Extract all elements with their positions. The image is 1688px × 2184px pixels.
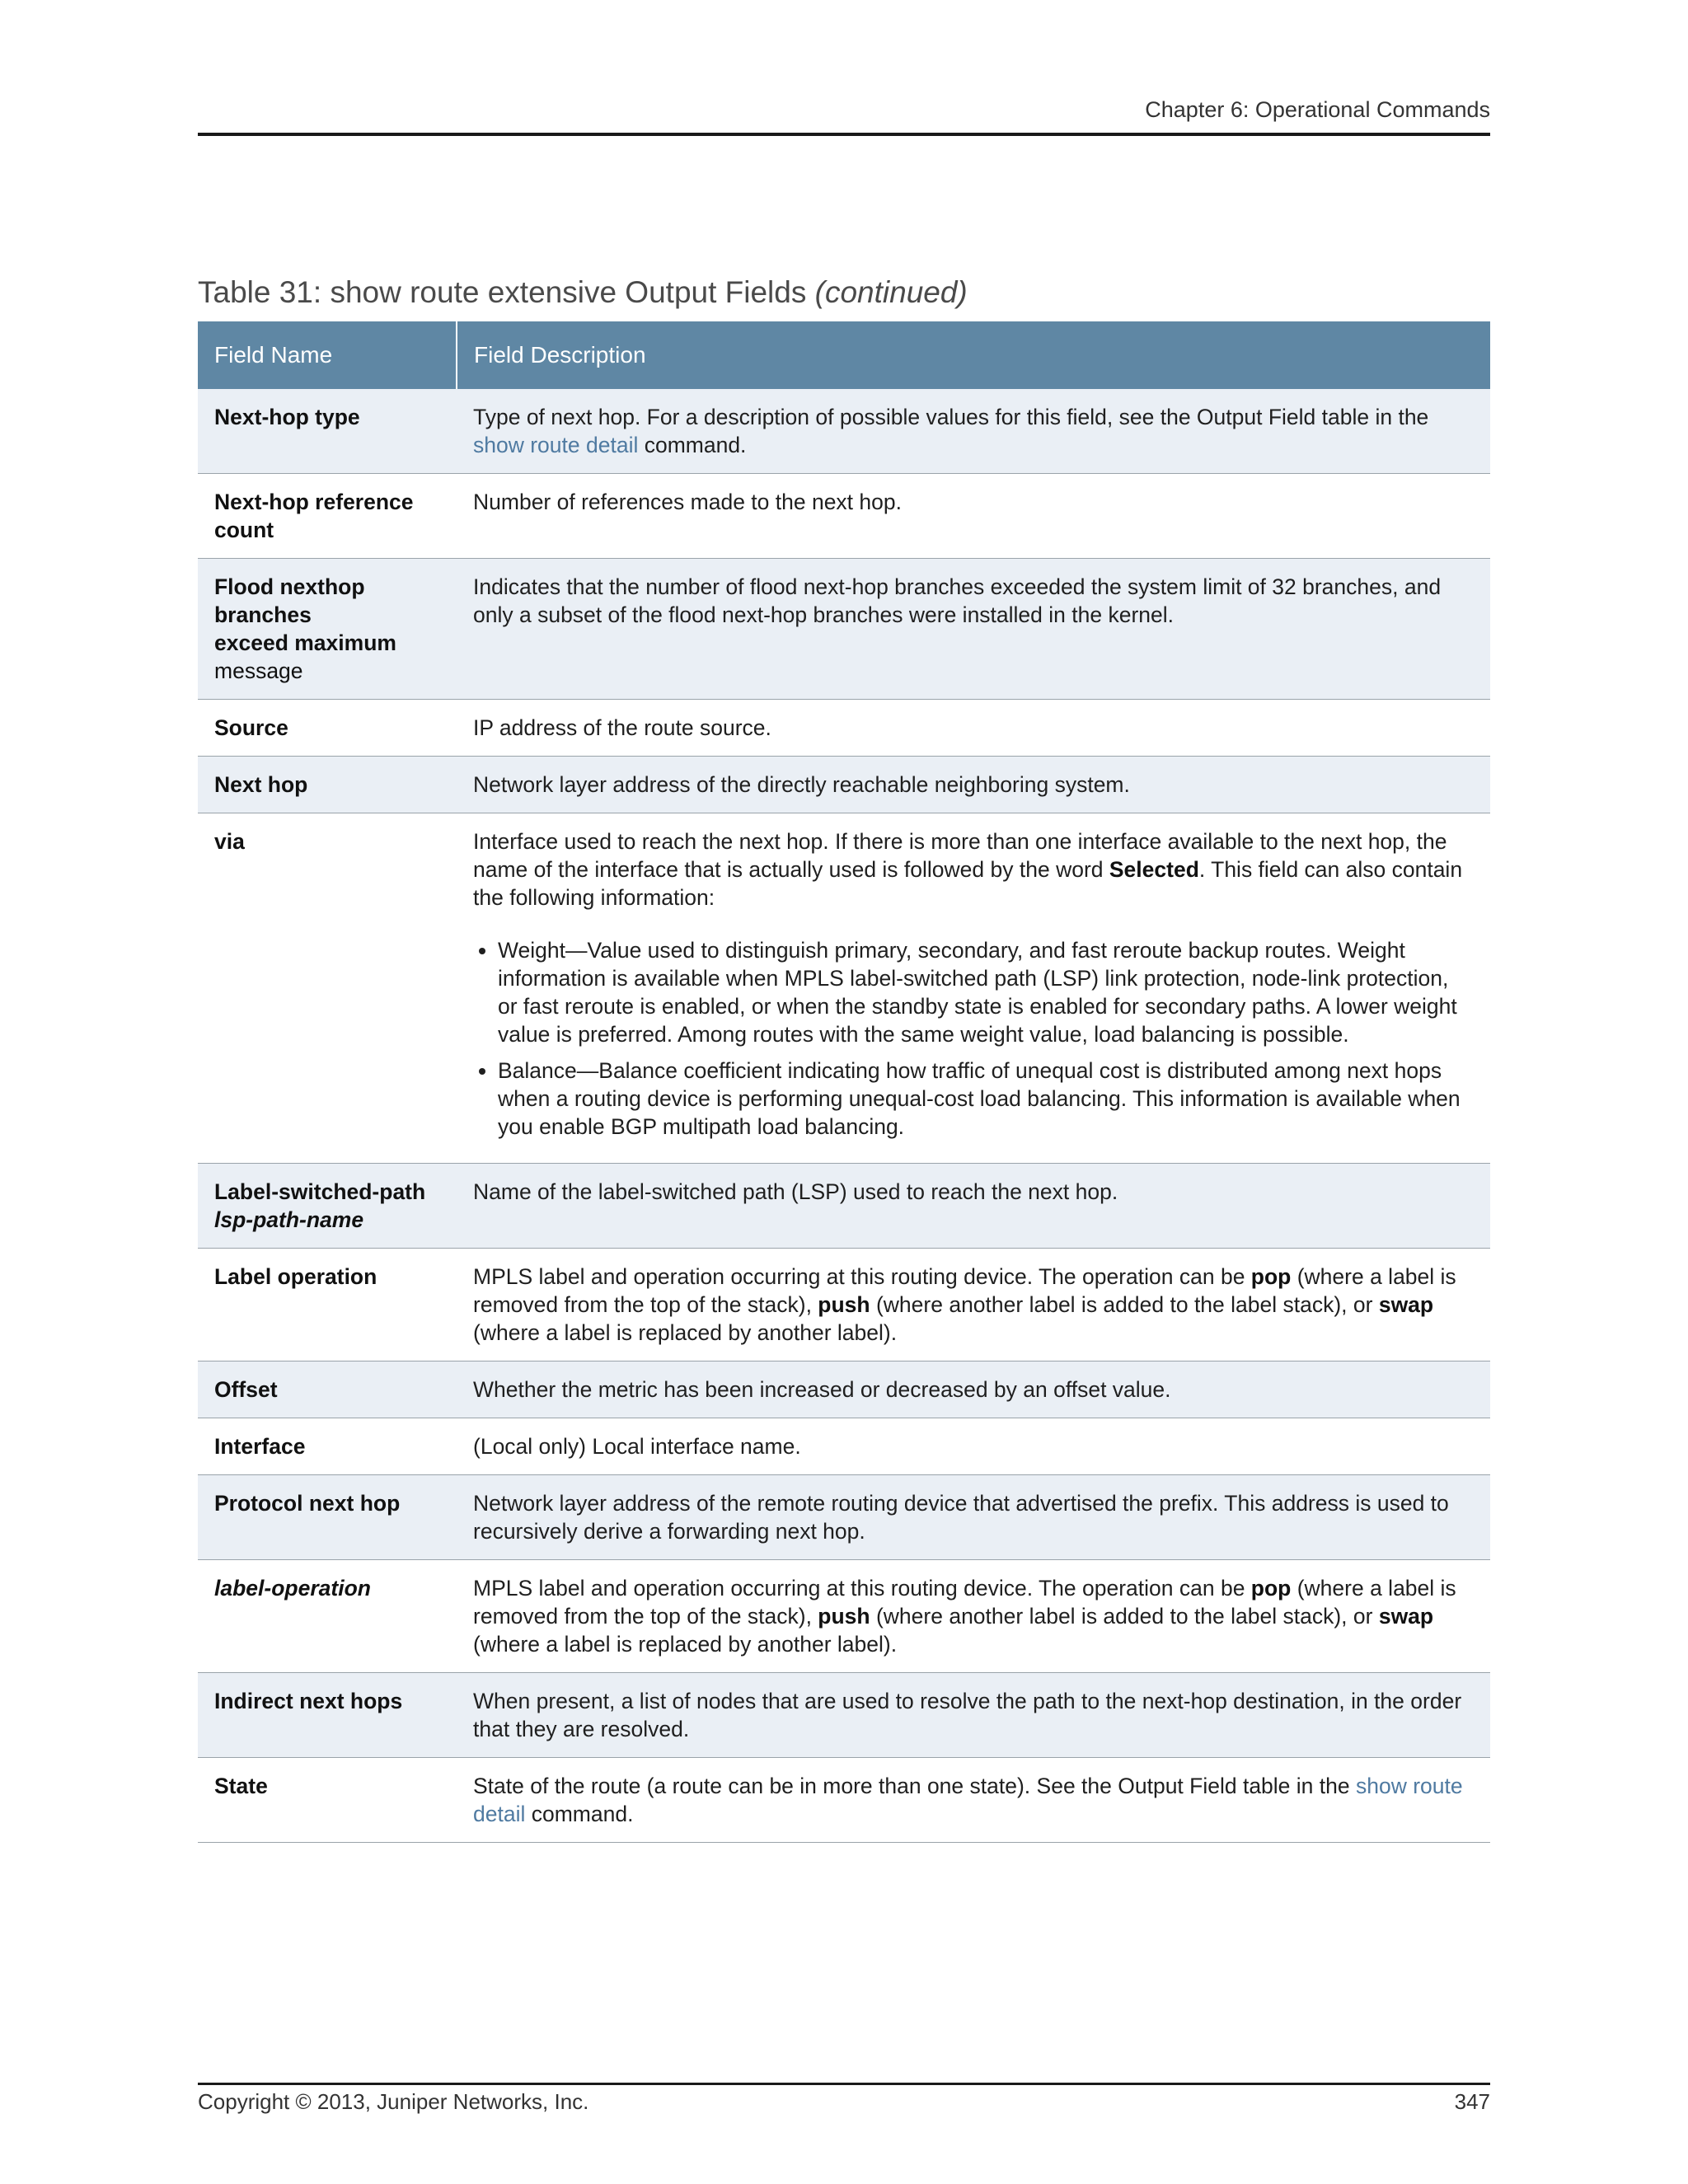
list-item: • Weight—Value used to distinguish primary, secondary, and fast reroute backup routes. Weight information is available when MPLS label-switched path (LSP) link protection, node-link protection, or fast reroute is enabled, or when the standby state is enabled for secondary paths. A lower weight value is preferred. Among routes with the same weight value, load balancing is possible. bbox=[498, 936, 1474, 1048]
bullet-list bbox=[473, 936, 1474, 1141]
table-caption bbox=[198, 272, 1490, 313]
field-description: MPLS label and operation occurring at this routing device. The operation can be pop (where a label is removed from the top of the stack), push (where another label is added to the label stack), or swap (where a label is replaced by another label). bbox=[457, 1560, 1490, 1673]
column-header-field-name: Field Name bbox=[198, 321, 457, 389]
field-name: Next hop bbox=[198, 757, 457, 813]
copyright-text: Copyright © 2013, Juniper Networks, Inc. bbox=[198, 2089, 589, 2114]
table-row bbox=[198, 1249, 1490, 1361]
field-description: Type of next hop. For a description of possible values for this field, see the Output Field table in the show route detail command. bbox=[457, 389, 1490, 474]
field-name: Flood nexthop branches exceed maximum message bbox=[198, 559, 457, 700]
field-description: Interface used to reach the next hop. If there is more than one interface available to the next hop, the name of the interface that is actually used is followed by the word Selected. This field can also contain the following information: • Weight—Value used to distinguish primary, secondary, and fast reroute backup routes. Weight information is available when MPLS label-switched path (LSP) link protection, node-link protection, or fast reroute is enabled, or when the standby state is enabled for secondary paths. A lower weight value is preferred. Among routes with the same weight value, load balancing is possible. • Balance—Balance coefficient indicating how traffic of unequal cost is distributed among next hops when a routing device is performing unequal-cost load balancing. This information is available when you enable BGP multipath load balancing. bbox=[457, 813, 1490, 1164]
table-row bbox=[198, 1475, 1490, 1560]
table-row bbox=[198, 1164, 1490, 1249]
field-description: Whether the metric has been increased or decreased by an offset value. bbox=[457, 1361, 1490, 1418]
field-description: Name of the label-switched path (LSP) used to reach the next hop. bbox=[457, 1164, 1490, 1249]
table-row bbox=[198, 389, 1490, 474]
table-row bbox=[198, 1758, 1490, 1843]
table-row bbox=[198, 757, 1490, 813]
field-name: Interface bbox=[198, 1418, 457, 1475]
table-row bbox=[198, 813, 1490, 1164]
show-route-detail-link[interactable]: show route detail bbox=[473, 1774, 1463, 1826]
show-route-detail-link[interactable]: show route detail bbox=[473, 433, 639, 457]
field-description: IP address of the route source. bbox=[457, 700, 1490, 757]
field-name: label-operation bbox=[198, 1560, 457, 1673]
chapter-header: Chapter 6: Operational Commands bbox=[1145, 97, 1490, 122]
table-row bbox=[198, 1361, 1490, 1418]
field-name: Source bbox=[198, 700, 457, 757]
field-name: Next-hop reference count bbox=[198, 474, 457, 559]
field-name: Label operation bbox=[198, 1249, 457, 1361]
field-description: MPLS label and operation occurring at this routing device. The operation can be pop (where a label is removed from the top of the stack), push (where another label is added to the label stack), or swap (where a label is replaced by another label). bbox=[457, 1249, 1490, 1361]
table-row bbox=[198, 1418, 1490, 1475]
table-row bbox=[198, 1673, 1490, 1758]
table-caption-suffix: (continued) bbox=[814, 275, 968, 309]
table-row bbox=[198, 474, 1490, 559]
field-name: via bbox=[198, 813, 457, 1164]
table-caption-title: Table 31: show route extensive Output Fields bbox=[198, 275, 807, 309]
field-name: Offset bbox=[198, 1361, 457, 1418]
field-name: Label-switched-path lsp-path-name bbox=[198, 1164, 457, 1249]
table-header-row bbox=[198, 321, 1490, 389]
header-rule bbox=[198, 133, 1490, 136]
column-header-field-description: Field Description bbox=[457, 321, 1490, 389]
field-description: Network layer address of the directly reachable neighboring system. bbox=[457, 757, 1490, 813]
field-name: Indirect next hops bbox=[198, 1673, 457, 1758]
footer-rule bbox=[198, 2083, 1490, 2085]
table-row bbox=[198, 1560, 1490, 1673]
field-description: When present, a list of nodes that are used to resolve the path to the next-hop destination, in the order that they are resolved. bbox=[457, 1673, 1490, 1758]
field-name: State bbox=[198, 1758, 457, 1843]
table-row bbox=[198, 700, 1490, 757]
table-row bbox=[198, 559, 1490, 700]
list-item: • Balance—Balance coefficient indicating how traffic of unequal cost is distributed among next hops when a routing device is performing unequal-cost load balancing. This information is available when you enable BGP multipath load balancing. bbox=[498, 1057, 1474, 1141]
field-name: Next-hop type bbox=[198, 389, 457, 474]
page-number: 347 bbox=[1454, 2089, 1490, 2114]
field-description: Number of references made to the next hop. bbox=[457, 474, 1490, 559]
field-description: (Local only) Local interface name. bbox=[457, 1418, 1490, 1475]
field-description: Network layer address of the remote routing device that advertised the prefix. This address is used to recursively derive a forwarding next hop. bbox=[457, 1475, 1490, 1560]
field-name: Protocol next hop bbox=[198, 1475, 457, 1560]
field-description: Indicates that the number of flood next-hop branches exceeded the system limit of 32 branches, and only a subset of the flood next-hop branches were installed in the kernel. bbox=[457, 559, 1490, 700]
output-fields-table bbox=[198, 321, 1490, 1843]
field-description: State of the route (a route can be in more than one state). See the Output Field table in the show route detail command. bbox=[457, 1758, 1490, 1843]
